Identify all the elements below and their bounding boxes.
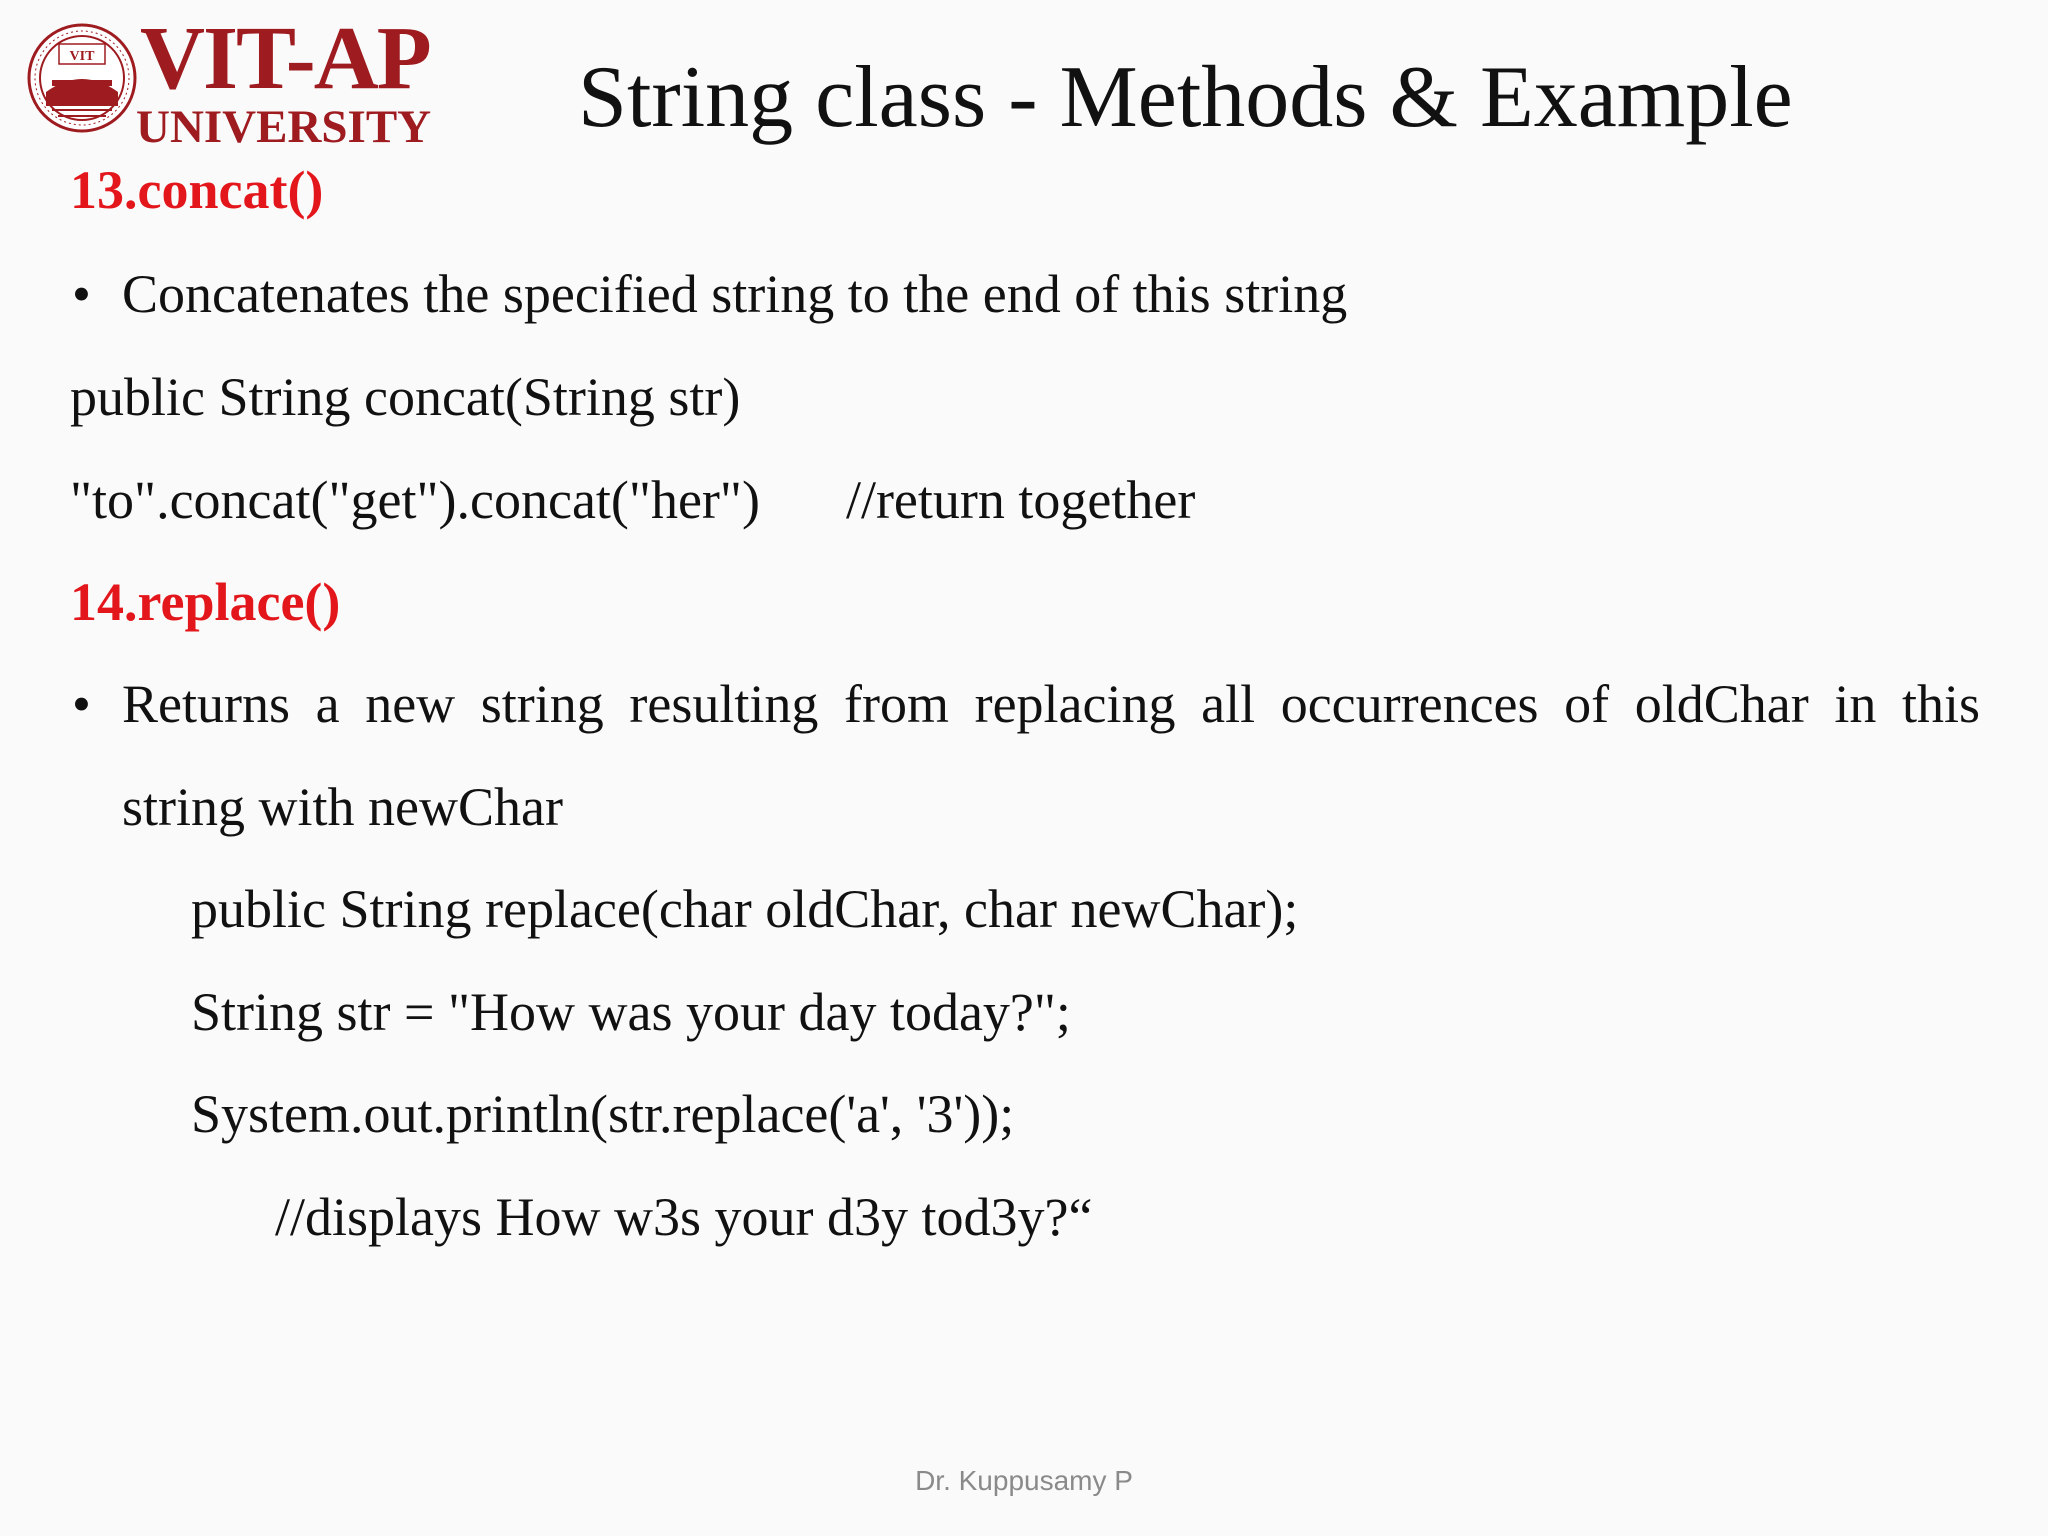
university-logo (26, 9, 436, 153)
concat-example-code: "to".concat("get").concat("her") (70, 470, 760, 530)
replace-output-comment: //displays How w3s your d3y tod3y?“ (275, 1187, 1093, 1247)
university-subtitle: UNIVERSITY (136, 101, 432, 153)
replace-heading: 14.replace() (70, 572, 341, 632)
replace-description-line1: Returns a new string resulting from replacing all occurrences of oldChar in this (122, 674, 1980, 734)
university-name: VIT-AP (140, 9, 430, 108)
replace-code-line1: String str = "How was your day today?"; (191, 982, 1071, 1042)
bullet-icon: • (72, 264, 91, 324)
concat-signature: public String concat(String str) (70, 367, 741, 427)
replace-description-line2: string with newChar (122, 777, 563, 837)
bullet-icon: • (72, 674, 91, 734)
concat-description: Concatenates the specified string to the end of this string (122, 264, 1348, 324)
replace-signature: public String replace(char oldChar, char newChar); (191, 879, 1299, 939)
concat-example-comment: //return together (845, 470, 1196, 530)
svg-text:VIT: VIT (69, 49, 95, 64)
concat-example (70, 468, 1195, 532)
concat-heading: 13.concat() (70, 160, 324, 220)
university-seal-icon (26, 22, 138, 134)
footer-author: Dr. Kuppusamy P (915, 1465, 1133, 1496)
replace-code-line2: System.out.println(str.replace('a', '3')); (191, 1084, 1015, 1144)
slide-title: String class - Methods & Example (578, 49, 1793, 146)
